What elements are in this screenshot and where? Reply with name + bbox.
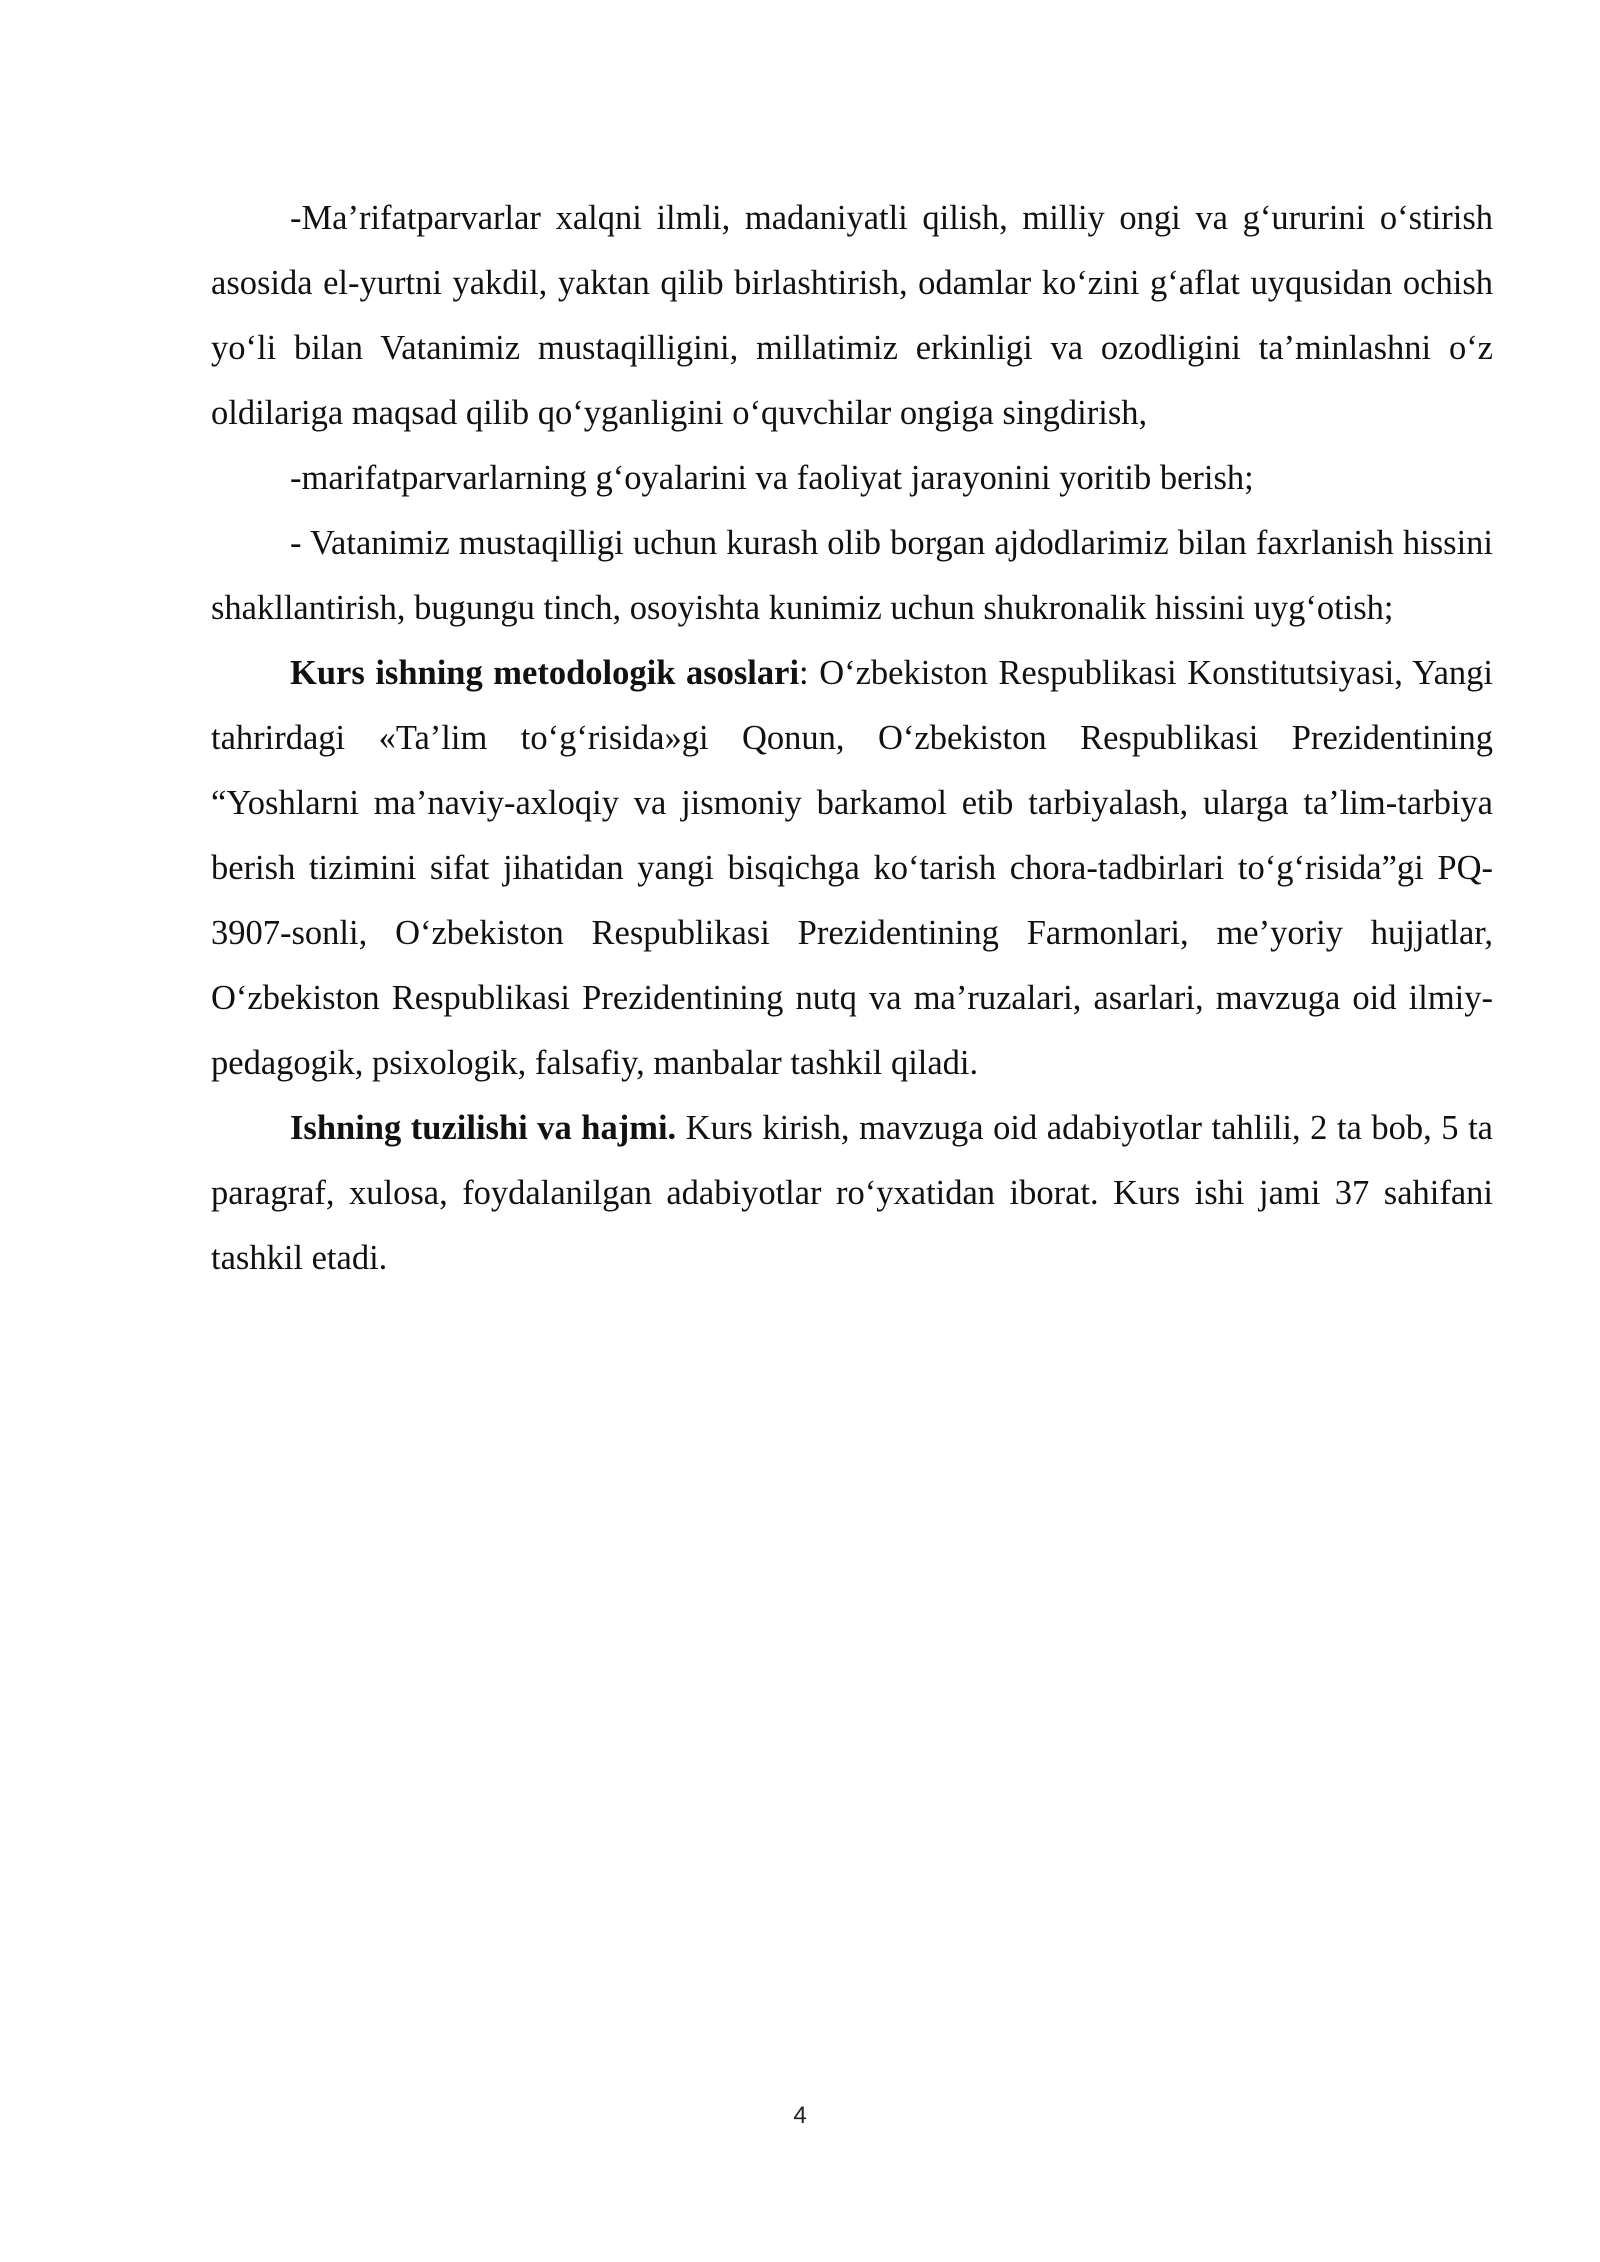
paragraph-text: - Vatanimiz mustaqilligi uchun kurash olib borgan ajdodlarimiz bilan faxrlanish hissini shakllantirish, bugungu tinch, osoyishta kunimiz uchun shukronalik hissini uyg‘otish; (211, 524, 1493, 627)
paragraph-text: -marifatparvarlarning g‘oyalarini va faoliyat jarayonini yoritib berish; (290, 459, 1254, 497)
paragraph-goal-enlighteners (211, 186, 1493, 446)
paragraph-text: Kurs kirish, mavzuga oid adabiyotlar tahlili, 2 ta bob, 5 ta paragraf, xulosa, foydalanilgan adabiyotlar ro‘yxatidan iborat. Kurs ishi jami 37 sahifani tashkil etadi. (211, 1109, 1493, 1277)
paragraph-goal-ideas (211, 446, 1493, 511)
page-number: 4 (793, 2102, 807, 2129)
paragraph-structure (211, 1096, 1493, 1291)
paragraph-text: -Ma’rifatparvarlar xalqni ilmli, madaniyatli qilish, milliy ongi va g‘ururini o‘stirish asosida el-yurtni yakdil, yaktan qilib birlashtirish, odamlar ko‘zini g‘aflat uyqusidan ochish yo‘li bilan Vatanimiz mustaqilligini, millatimiz erkinligi va ozodligini ta’minlashni o‘z oldilariga maqsad qilib qo‘yganligini o‘quvchilar ongiga singdirish, (211, 199, 1493, 432)
structure-heading: Ishning tuzilishi va hajmi. (290, 1109, 677, 1147)
paragraph-methodology (211, 641, 1493, 1096)
methodology-heading: Kurs ishning metodologik asoslari (290, 654, 800, 692)
paragraph-text: : O‘zbekiston Respublikasi Konstitutsiyasi, Yangi tahrirdagi «Ta’lim to‘g‘risida»gi Qonun, O‘zbekiston Respublikasi Prezidentining “Yoshlarni ma’naviy-axloqiy va jismoniy barkamol etib tarbiyalash, ularga ta’lim-tarbiya berish tizimini sifat jihatidan yangi bisqichga ko‘tarish chora-tadbirlari to‘g‘risida”gi PQ-3907-sonli, O‘zbekiston Respublikasi Prezidentining Farmonlari, me’yoriy hujjatlar, O‘zbekiston Respublikasi Prezidentining nutq va ma’ruzalari, asarlari, mavzuga oid ilmiy-pedagogik, psixologik, falsafiy, manbalar tashkil qiladi. (211, 654, 1493, 1082)
paragraph-goal-pride (211, 511, 1493, 641)
document-body (211, 186, 1493, 1291)
